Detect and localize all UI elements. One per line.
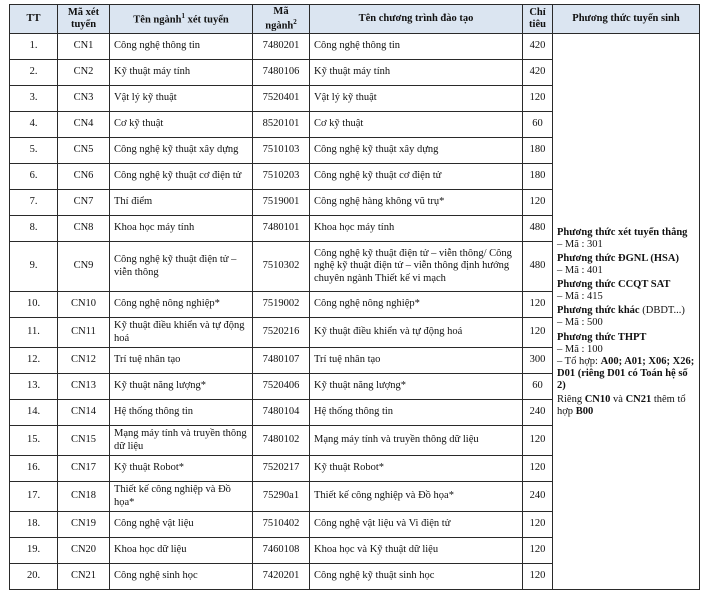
cell-major: Công nghệ kỹ thuật xây dựng bbox=[110, 138, 253, 164]
cell-major: Công nghệ vật liệu bbox=[110, 512, 253, 538]
method-hsa bbox=[557, 253, 695, 277]
cell-major: Trí tuệ nhân tạo bbox=[110, 348, 253, 374]
cell-code: CN7 bbox=[58, 190, 110, 216]
cell-major: Công nghệ nông nghiệp* bbox=[110, 292, 253, 318]
cell-major-code: 7519001 bbox=[253, 190, 310, 216]
header-ten-nganh bbox=[110, 5, 253, 34]
method-note-mid: thêm tổ hợp bbox=[557, 393, 686, 417]
cell-code: CN15 bbox=[58, 426, 110, 456]
cell-code: CN14 bbox=[58, 400, 110, 426]
cell-program: Công nghệ nông nghiệp* bbox=[310, 292, 523, 318]
cell-quota: 420 bbox=[523, 60, 553, 86]
cell-quota: 120 bbox=[523, 86, 553, 112]
cell-code: CN3 bbox=[58, 86, 110, 112]
header-chuong-trinh: Tên chương trình đào tạo bbox=[310, 5, 523, 34]
cell-quota: 300 bbox=[523, 348, 553, 374]
cell-major: Mạng máy tính và truyền thông dữ liệu bbox=[110, 426, 253, 456]
cell-quota: 180 bbox=[523, 138, 553, 164]
admission-table bbox=[9, 4, 700, 590]
cell-tt: 11. bbox=[10, 318, 58, 348]
method-thpt bbox=[557, 332, 695, 392]
cell-code: CN2 bbox=[58, 60, 110, 86]
cell-program: Cơ kỹ thuật bbox=[310, 112, 523, 138]
cell-tt: 1. bbox=[10, 34, 58, 60]
cell-program: Vật lý kỹ thuật bbox=[310, 86, 523, 112]
cell-quota: 240 bbox=[523, 400, 553, 426]
header-row bbox=[10, 5, 700, 34]
cell-code: CN18 bbox=[58, 482, 110, 512]
cell-tt: 18. bbox=[10, 512, 58, 538]
cell-major: Kỹ thuật Robot* bbox=[110, 456, 253, 482]
cell-code: CN9 bbox=[58, 242, 110, 292]
method-direct-code: – Mã : 301 bbox=[557, 239, 603, 251]
cell-major-code: 7520216 bbox=[253, 318, 310, 348]
method-hsa-title: Phương thức ĐGNL (HSA) bbox=[557, 253, 679, 265]
cell-code: CN11 bbox=[58, 318, 110, 348]
method-other-title: Phương thức khác bbox=[557, 305, 640, 317]
cell-major-code: 8520101 bbox=[253, 112, 310, 138]
cell-major: Công nghệ thông tin bbox=[110, 34, 253, 60]
cell-program: Công nghệ hàng không vũ trụ* bbox=[310, 190, 523, 216]
cell-quota: 120 bbox=[523, 190, 553, 216]
cell-major-code: 7480107 bbox=[253, 348, 310, 374]
cell-major-code: 7520406 bbox=[253, 374, 310, 400]
cell-tt: 6. bbox=[10, 164, 58, 190]
cell-quota: 120 bbox=[523, 564, 553, 590]
cell-quota: 420 bbox=[523, 34, 553, 60]
cell-code: CN20 bbox=[58, 538, 110, 564]
cell-tt: 3. bbox=[10, 86, 58, 112]
method-note bbox=[557, 394, 695, 418]
cell-program: Công nghệ kỹ thuật sinh học bbox=[310, 564, 523, 590]
method-other-code: – Mã : 500 bbox=[557, 317, 603, 329]
cell-major: Vật lý kỹ thuật bbox=[110, 86, 253, 112]
cell-major: Hệ thống thông tin bbox=[110, 400, 253, 426]
cell-quota: 240 bbox=[523, 482, 553, 512]
cell-major-code: 7510203 bbox=[253, 164, 310, 190]
cell-quota: 480 bbox=[523, 216, 553, 242]
header-chi-tieu: Chỉ tiêu bbox=[523, 5, 553, 34]
header-ma-nganh bbox=[253, 5, 310, 34]
method-direct-title: Phương thức xét tuyển thẳng bbox=[557, 227, 688, 239]
cell-tt: 15. bbox=[10, 426, 58, 456]
cell-major: Công nghệ kỹ thuật điện tử – viễn thông bbox=[110, 242, 253, 292]
method-other-note: (DBDT...) bbox=[639, 305, 685, 317]
cell-code: CN12 bbox=[58, 348, 110, 374]
cell-program: Công nghệ kỹ thuật xây dựng bbox=[310, 138, 523, 164]
header-ten-nganh-sup: 1 bbox=[181, 11, 185, 20]
cell-program: Khoa học máy tính bbox=[310, 216, 523, 242]
cell-tt: 2. bbox=[10, 60, 58, 86]
cell-code: CN13 bbox=[58, 374, 110, 400]
cell-code: CN21 bbox=[58, 564, 110, 590]
header-ten-nganh-suffix: xét tuyển bbox=[184, 14, 229, 26]
cell-major-code: 7510103 bbox=[253, 138, 310, 164]
cell-code: CN1 bbox=[58, 34, 110, 60]
cell-major: Kỹ thuật năng lượng* bbox=[110, 374, 253, 400]
cell-quota: 120 bbox=[523, 292, 553, 318]
cell-tt: 14. bbox=[10, 400, 58, 426]
cell-quota: 120 bbox=[523, 512, 553, 538]
cell-program: Công nghệ vật liệu và Vi điện tử bbox=[310, 512, 523, 538]
cell-program: Trí tuệ nhân tạo bbox=[310, 348, 523, 374]
cell-quota: 480 bbox=[523, 242, 553, 292]
cell-quota: 60 bbox=[523, 374, 553, 400]
cell-tt: 12. bbox=[10, 348, 58, 374]
header-phuong-thuc: Phương thức tuyển sinh bbox=[553, 5, 700, 34]
cell-quota: 180 bbox=[523, 164, 553, 190]
cell-major: Công nghệ sinh học bbox=[110, 564, 253, 590]
cell-code: CN8 bbox=[58, 216, 110, 242]
admission-table-container bbox=[9, 4, 699, 590]
cell-tt: 13. bbox=[10, 374, 58, 400]
cell-quota: 120 bbox=[523, 426, 553, 456]
cell-major-code: 7460108 bbox=[253, 538, 310, 564]
cell-major-code: 7510302 bbox=[253, 242, 310, 292]
cell-major: Kỹ thuật máy tính bbox=[110, 60, 253, 86]
method-note-and: và bbox=[610, 393, 626, 405]
cell-major-code: 7519002 bbox=[253, 292, 310, 318]
cell-quota: 60 bbox=[523, 112, 553, 138]
cell-code: CN17 bbox=[58, 456, 110, 482]
cell-program: Kỹ thuật điều khiển và tự động hoá bbox=[310, 318, 523, 348]
header-tt: TT bbox=[10, 5, 58, 34]
cell-program: Hệ thống thông tin bbox=[310, 400, 523, 426]
cell-quota: 120 bbox=[523, 318, 553, 348]
method-thpt-combo: A00; A01; X06; X26; D01 (riêng D01 có Toán hệ số 2) bbox=[557, 355, 695, 391]
cell-tt: 17. bbox=[10, 482, 58, 512]
header-ma-nganh-sup: 2 bbox=[293, 17, 297, 26]
cell-tt: 19. bbox=[10, 538, 58, 564]
cell-major-code: 7480201 bbox=[253, 34, 310, 60]
cell-major: Khoa học dữ liệu bbox=[110, 538, 253, 564]
cell-major-code: 75290a1 bbox=[253, 482, 310, 512]
method-direct bbox=[557, 227, 695, 251]
cell-program: Kỹ thuật năng lượng* bbox=[310, 374, 523, 400]
table-row bbox=[10, 34, 700, 60]
method-note-combo: B00 bbox=[575, 405, 594, 417]
cell-major-code: 7480106 bbox=[253, 60, 310, 86]
cell-major-code: 7510402 bbox=[253, 512, 310, 538]
cell-tt: 5. bbox=[10, 138, 58, 164]
header-ma-nganh-text: Mã ngành bbox=[265, 5, 294, 32]
cell-major-code: 7480102 bbox=[253, 426, 310, 456]
cell-quota: 120 bbox=[523, 538, 553, 564]
cell-code: CN6 bbox=[58, 164, 110, 190]
method-sat-title: Phương thức CCQT SAT bbox=[557, 279, 671, 291]
cell-tt: 16. bbox=[10, 456, 58, 482]
cell-program: Công nghệ kỹ thuật điện tử – viễn thông/ Công nghệ kỹ thuật điện tử – viễn thông định hướng chuyên ngành Thiết kế vi mạch bbox=[310, 242, 523, 292]
cell-major: Thiết kế công nghiệp và Đồ họa* bbox=[110, 482, 253, 512]
cell-program: Khoa học và Kỹ thuật dữ liệu bbox=[310, 538, 523, 564]
cell-major-code: 7420201 bbox=[253, 564, 310, 590]
cell-major: Thí điểm bbox=[110, 190, 253, 216]
method-thpt-title: Phương thức THPT bbox=[557, 331, 647, 343]
method-note-a: CN10 bbox=[584, 393, 611, 405]
method-sat-code: – Mã : 415 bbox=[557, 291, 603, 303]
cell-major: Cơ kỹ thuật bbox=[110, 112, 253, 138]
method-note-b: CN21 bbox=[625, 393, 652, 405]
cell-major-code: 7480104 bbox=[253, 400, 310, 426]
cell-major-code: 7520401 bbox=[253, 86, 310, 112]
cell-program: Kỹ thuật máy tính bbox=[310, 60, 523, 86]
cell-code: CN19 bbox=[58, 512, 110, 538]
cell-program: Mạng máy tính và truyền thông dữ liệu bbox=[310, 426, 523, 456]
cell-quota: 120 bbox=[523, 456, 553, 482]
cell-tt: 10. bbox=[10, 292, 58, 318]
header-ma-xet-tuyen: Mã xét tuyển bbox=[58, 5, 110, 34]
cell-major: Khoa học máy tính bbox=[110, 216, 253, 242]
cell-code: CN5 bbox=[58, 138, 110, 164]
header-ten-nganh-text: Tên ngành bbox=[133, 14, 182, 26]
cell-tt: 4. bbox=[10, 112, 58, 138]
cell-program: Công nghệ kỹ thuật cơ điện tử bbox=[310, 164, 523, 190]
method-hsa-code: – Mã : 401 bbox=[557, 265, 603, 277]
cell-code: CN4 bbox=[58, 112, 110, 138]
method-sat bbox=[557, 279, 695, 303]
cell-major: Kỹ thuật điều khiển và tự động hoá bbox=[110, 318, 253, 348]
cell-code: CN10 bbox=[58, 292, 110, 318]
cell-major-code: 7520217 bbox=[253, 456, 310, 482]
cell-program: Thiết kế công nghiệp và Đồ họa* bbox=[310, 482, 523, 512]
method-other bbox=[557, 305, 695, 329]
method-note-prefix: Riêng bbox=[557, 393, 585, 405]
cell-tt: 9. bbox=[10, 242, 58, 292]
cell-program: Kỹ thuật Robot* bbox=[310, 456, 523, 482]
cell-major: Công nghệ kỹ thuật cơ điện tử bbox=[110, 164, 253, 190]
cell-major-code: 7480101 bbox=[253, 216, 310, 242]
method-thpt-code: – Mã : 100 bbox=[557, 343, 603, 355]
cell-program: Công nghệ thông tin bbox=[310, 34, 523, 60]
method-thpt-combo-prefix: – Tổ hợp: bbox=[557, 355, 601, 367]
cell-tt: 7. bbox=[10, 190, 58, 216]
cell-tt: 20. bbox=[10, 564, 58, 590]
admission-methods-cell bbox=[553, 34, 700, 590]
cell-tt: 8. bbox=[10, 216, 58, 242]
